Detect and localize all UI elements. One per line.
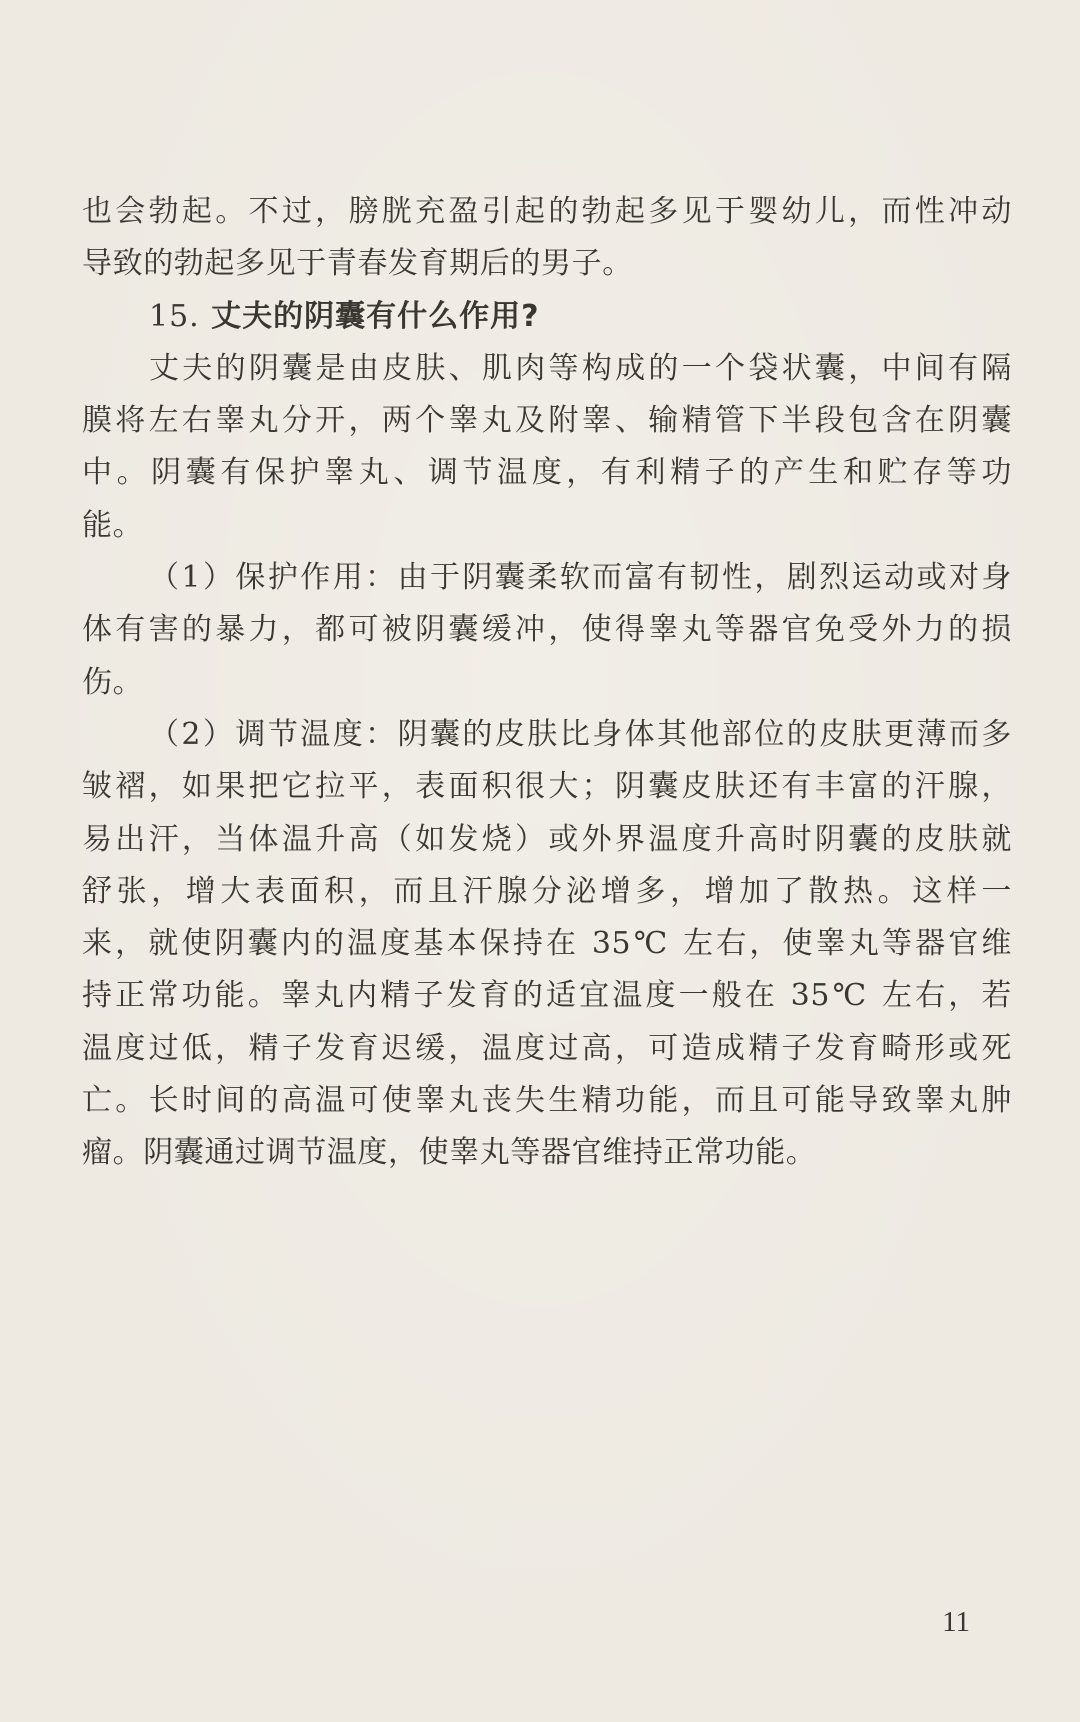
- text-line: 丈夫的阴囊是由皮肤、肌肉等构成的一个袋状囊，中间有隔: [149, 350, 1012, 386]
- text-line: 体有害的暴力，都可被阴囊缓冲，使得睾丸等器官免受外力的损: [82, 612, 1012, 648]
- text-line: 也会勃起。不过，膀胱充盈引起的勃起多见于婴幼儿，而性冲动: [82, 194, 1012, 229]
- text-line: 能。: [82, 507, 144, 543]
- text-line: 中。阴囊有保护睾丸、调节温度，有利精子的产生和贮存等功: [82, 455, 1012, 491]
- text-line: 瘤。阴囊通过调节温度，使睾丸等器官维持正常功能。: [82, 1135, 817, 1171]
- text-line: 温度过低，精子发育迟缓，温度过高，可造成精子发育畸形或死: [82, 1030, 1012, 1066]
- section-number: 15.: [149, 298, 200, 334]
- text-line: 伤。: [82, 664, 144, 700]
- text-line: （1）保护作用：由于阴囊柔软而富有韧性，剧烈运动或对身: [149, 560, 1012, 596]
- page-number: 11: [942, 1606, 970, 1638]
- body-text: [82, 186, 1012, 1180]
- text-line: 导致的勃起多见于青春发育期后的男子。: [82, 246, 633, 282]
- text-line: 易出汗，当体温升高（如发烧）或外界温度升高时阴囊的皮肤就: [82, 821, 1012, 857]
- text-line: 亡。长时间的高温可使睾丸丧失生精功能，而且可能导致睾丸肿: [82, 1083, 1012, 1119]
- section-heading: [82, 291, 1012, 343]
- text-line: 皱褶，如果把它拉平，表面积很大；阴囊皮肤还有丰富的汗腺，: [82, 769, 1012, 805]
- text-line: 舒张，增大表面积，而且汗腺分泌增多，增加了散热。这样一: [82, 873, 1012, 909]
- text-line: 持正常功能。睾丸内精子发育的适宜温度一般在 35℃ 左右，若: [82, 978, 1012, 1014]
- text-line: 来，就使阴囊内的温度基本保持在 35℃ 左右，使睾丸等器官维: [82, 926, 1012, 962]
- section-title: 丈夫的阴囊有什么作用?: [211, 298, 540, 334]
- text-line: 膜将左右睾丸分开，两个睾丸及附睾、输精管下半段包含在阴囊: [82, 403, 1012, 439]
- text-line: （2）调节温度：阴囊的皮肤比身体其他部位的皮肤更薄而多: [149, 716, 1012, 752]
